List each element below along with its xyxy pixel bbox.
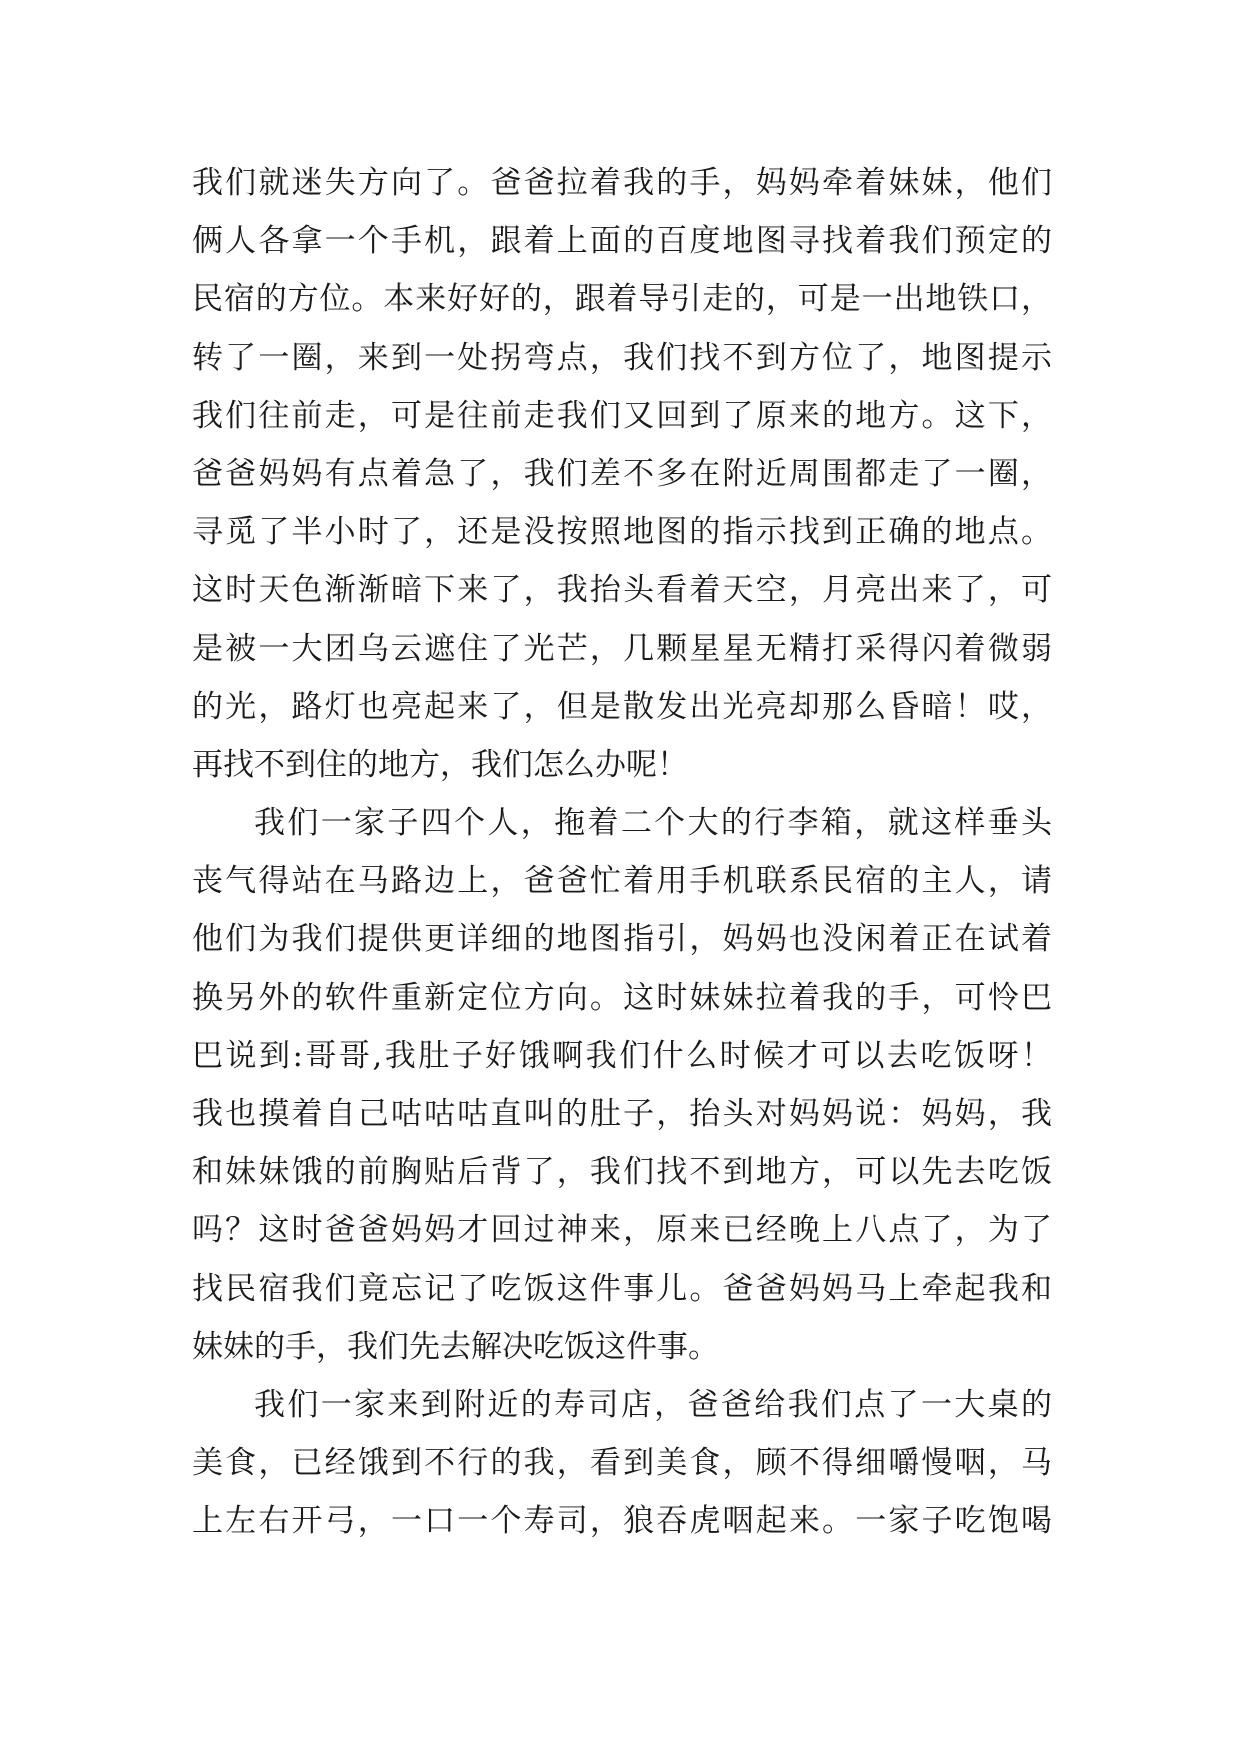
text-line: 丧气得站在马路边上，爸爸忙着用手机联系民宿的主人，请 [192, 863, 1052, 900]
text-line: 找民宿我们竟忘记了吃饭这件事儿。爸爸妈妈马上牵起我和 [192, 1270, 1052, 1307]
text-line: 我们就迷失方向了。爸爸拉着我的手，妈妈牵着妹妹，他们 [192, 165, 1052, 201]
paragraph-start-line: 我们一家子四个人，拖着二个大的行李箱，就这样垂头 [254, 805, 1052, 842]
text-line: 我也摸着自己咕咕咕直叫的肚子，抬头对妈妈说：妈妈，我 [192, 1096, 1052, 1132]
text-line: 上左右开弓，一口一个寿司，狼吞虎咽起来。一家子吃饱喝 [192, 1503, 1052, 1540]
text-line: 的光，路灯也亮起来了，但是散发出光亮却那么昏暗！哎， [192, 688, 1052, 725]
text-line: 爸爸妈妈有点着急了，我们差不多在附近周围都走了一圈， [192, 455, 1052, 492]
text-line: 妹妹的手，我们先去解决吃饭这件事。 [192, 1328, 719, 1365]
text-line: 俩人各拿一个手机，跟着上面的百度地图寻找着我们预定的 [192, 223, 1052, 260]
text-line: 民宿的方位。本来好好的，跟着导引走的，可是一出地铁口， [192, 281, 1052, 318]
text-line: 他们为我们提供更详细的地图指引，妈妈也没闲着正在试着 [192, 921, 1052, 958]
text-line: 再找不到住的地方，我们怎么办呢！ [192, 746, 688, 783]
text-line: 是被一大团乌云遮住了光芒，几颗星星无精打采得闪着微弱 [192, 630, 1052, 667]
text-line: 和妹妹饿的前胸贴后背了，我们找不到地方，可以先去吃饭 [192, 1154, 1052, 1191]
text-line: 吗？这时爸爸妈妈才回过神来，原来已经晚上八点了，为了 [192, 1212, 1052, 1249]
text-line: 美食，已经饿到不行的我，看到美食，顾不得细嚼慢咽，马 [192, 1445, 1052, 1482]
text-line: 寻觅了半小时了，还是没按照地图的指示找到正确的地点。 [192, 514, 1052, 551]
paragraph-start-line: 我们一家来到附近的寿司店，爸爸给我们点了一大桌的 [254, 1386, 1052, 1423]
text-line: 巴说到:哥哥,我肚子好饿啊我们什么时候才可以去吃饭呀！ [192, 1037, 1052, 1074]
body-text [192, 154, 1052, 1551]
text-line: 转了一圈，来到一处拐弯点，我们找不到方位了，地图提示 [192, 339, 1052, 376]
text-line: 这时天色渐渐暗下来了，我抬头看着天空，月亮出来了，可 [192, 572, 1052, 609]
text-line: 我们往前走，可是往前走我们又回到了原来的地方。这下， [192, 397, 1052, 434]
text-line: 换另外的软件重新定位方向。这时妹妹拉着我的手，可怜巴 [192, 979, 1052, 1016]
